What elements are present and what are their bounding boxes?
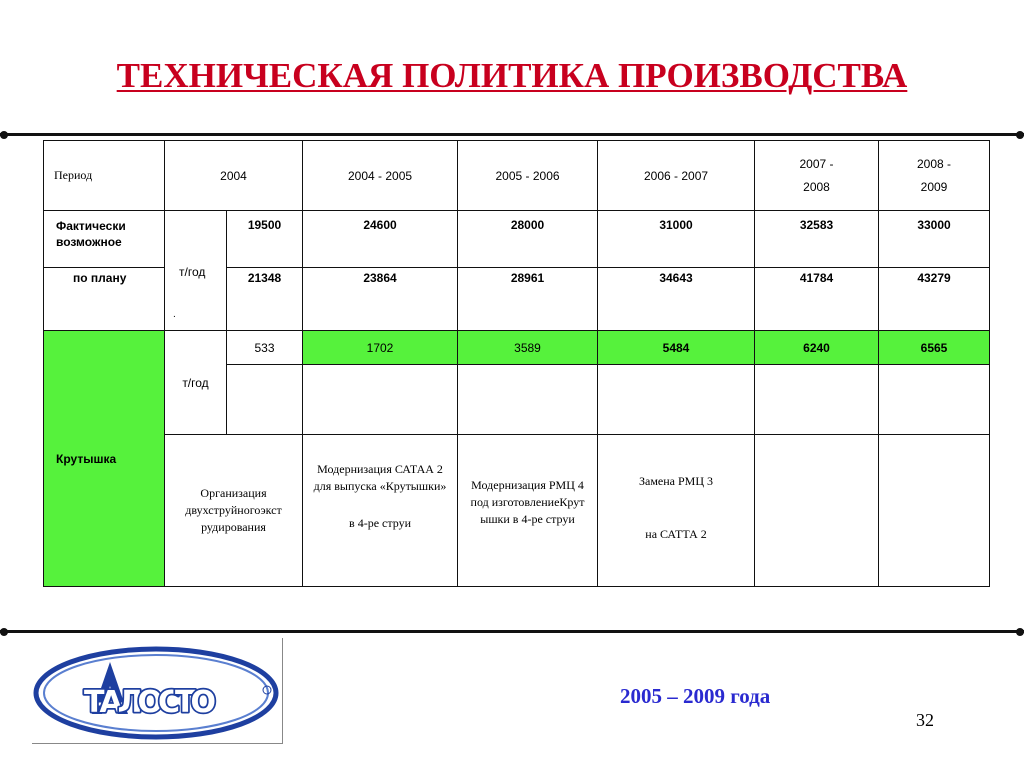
empty-cell xyxy=(598,365,755,435)
row-split-line xyxy=(879,267,989,268)
divider-dot-left xyxy=(0,628,8,636)
year-header: 2005 - 2006 xyxy=(458,141,598,211)
plan-value: 34643 xyxy=(659,271,693,285)
row-split-line xyxy=(755,267,878,268)
logo-graphic xyxy=(32,638,282,743)
krutyshka-value: 6565 xyxy=(879,331,990,365)
plan-value: 21348 xyxy=(247,271,282,285)
value-cell xyxy=(755,211,879,331)
divider-dot-right xyxy=(1016,628,1024,636)
row-split-line xyxy=(44,267,164,268)
capacity-labels xyxy=(44,211,165,331)
slide-title: ТЕХНИЧЕСКАЯ ПОЛИТИКА ПРОИЗВОДСТВА xyxy=(116,56,908,95)
plan-value: 43279 xyxy=(917,271,951,285)
measure-text: Модернизация САТАА 2 для выпуска «Крутышки» xyxy=(313,462,447,493)
empty-cell xyxy=(303,365,458,435)
measure-cell xyxy=(303,435,458,587)
measure-text: Модернизация РМЦ 4 под изготовлениеКрут ышки в 4-ре струи xyxy=(470,478,585,526)
empty-cell xyxy=(879,365,990,435)
year-header: 2004 - 2005 xyxy=(303,141,458,211)
empty-cell xyxy=(755,435,879,587)
plan-value: 23864 xyxy=(363,271,397,285)
header-row xyxy=(44,141,990,211)
empty-cell xyxy=(227,365,303,435)
value-cell xyxy=(303,211,458,331)
dot-mark: . xyxy=(173,309,176,320)
measure-text: Замена РМЦ 3 xyxy=(639,474,714,488)
actual-label-line2: возможное xyxy=(56,235,122,249)
value-cell xyxy=(598,211,755,331)
measure-text: на САТТА 2 xyxy=(645,527,707,541)
row-split-line xyxy=(227,267,302,268)
unit-label: т/год xyxy=(179,265,206,279)
measure-text: в 4-ре струи xyxy=(349,516,411,530)
row-split-line xyxy=(458,267,597,268)
top-divider xyxy=(0,133,1024,136)
krutyshka-unit: т/год xyxy=(165,331,227,435)
divider-dot-left xyxy=(0,131,8,139)
measure-cell xyxy=(165,435,303,587)
period-header: Период xyxy=(44,141,165,211)
logo-text: ТАЛОСТО xyxy=(84,685,216,720)
actual-value: 28000 xyxy=(510,218,545,232)
plan-label: по плану xyxy=(73,271,127,285)
actual-value: 33000 xyxy=(917,218,951,232)
value-cell xyxy=(879,211,990,331)
plan-value: 28961 xyxy=(510,271,545,285)
year-header-text: 2007 - 2008 xyxy=(799,156,834,194)
row-split-line xyxy=(598,267,754,268)
bottom-divider xyxy=(0,630,1024,633)
actual-label-line1: Фактически xyxy=(56,219,126,233)
krutyshka-label: Крутышка xyxy=(44,331,165,587)
actual-value: 24600 xyxy=(363,218,397,232)
year-header xyxy=(755,141,879,211)
measures-row xyxy=(44,435,990,587)
measure-text: Организация двухструйногоэкст рудирования xyxy=(185,486,282,534)
footer-years: 2005 – 2009 года xyxy=(620,684,771,708)
krutyshka-value: 6240 xyxy=(755,331,879,365)
company-logo xyxy=(32,638,283,744)
measure-cell xyxy=(458,435,598,587)
divider-dot-right xyxy=(1016,131,1024,139)
krutyshka-value: 1702 xyxy=(303,331,458,365)
capacity-row xyxy=(44,211,990,331)
empty-cell xyxy=(755,365,879,435)
year-header: 2006 - 2007 xyxy=(598,141,755,211)
measure-cell xyxy=(598,435,755,587)
empty-cell xyxy=(879,435,990,587)
row-split-line xyxy=(303,267,457,268)
plan-value: 41784 xyxy=(799,271,834,285)
page-number: 32 xyxy=(916,710,934,730)
value-cell xyxy=(458,211,598,331)
production-table xyxy=(43,140,990,587)
year-header xyxy=(879,141,990,211)
krutyshka-values-row xyxy=(44,331,990,365)
value-cell xyxy=(227,211,303,331)
year-header: 2004 xyxy=(165,141,303,211)
unit-cell xyxy=(165,211,227,331)
actual-value: 32583 xyxy=(799,218,834,232)
actual-value: 19500 xyxy=(247,218,282,232)
actual-label xyxy=(56,218,126,250)
actual-value: 31000 xyxy=(659,218,693,232)
empty-cell xyxy=(458,365,598,435)
krutyshka-value: 5484 xyxy=(598,331,755,365)
year-header-text: 2008 - 2009 xyxy=(917,156,952,194)
krutyshka-value: 533 xyxy=(227,331,303,365)
krutyshka-value: 3589 xyxy=(458,331,598,365)
